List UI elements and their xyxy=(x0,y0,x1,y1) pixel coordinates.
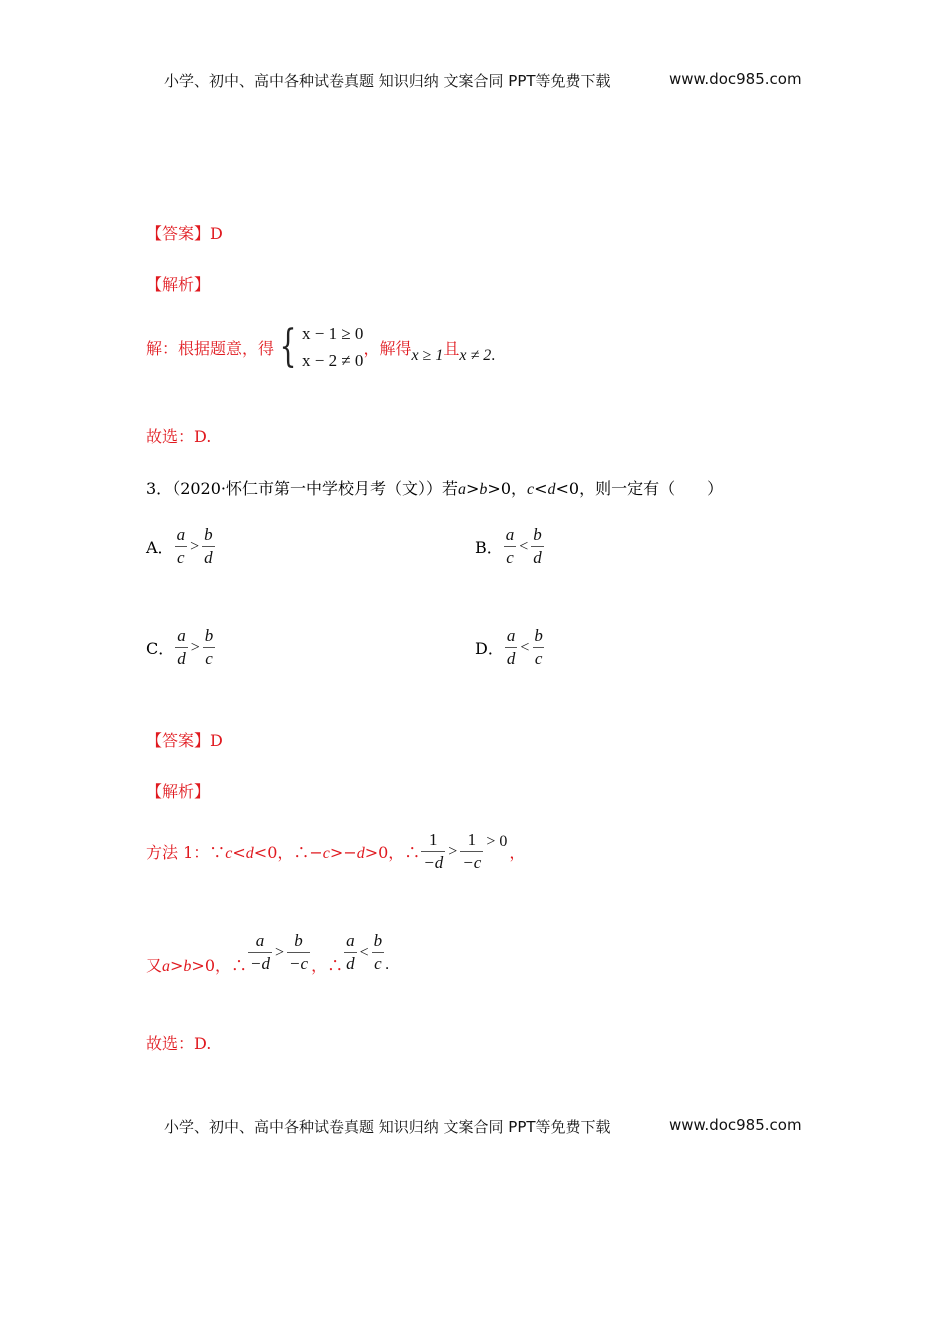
option-b-label: B． xyxy=(475,538,503,557)
option-d-op: < xyxy=(520,638,530,656)
option-b[interactable] xyxy=(475,524,545,569)
m1-lt: < xyxy=(232,843,246,862)
option-c[interactable] xyxy=(146,625,216,670)
option-d-num1: a xyxy=(506,626,516,645)
l2-op1: > xyxy=(275,943,285,961)
cond-lt0: <0，则一定有（ ） xyxy=(555,479,724,498)
m1-f2-den: −c xyxy=(462,853,482,872)
option-d-den2: c xyxy=(534,649,543,668)
option-c-op: > xyxy=(190,638,200,656)
option-d[interactable] xyxy=(475,625,546,670)
l2-f4-num: b xyxy=(373,931,383,950)
cond-gt0: >0， xyxy=(487,479,527,498)
l2-b: b xyxy=(183,958,192,975)
option-c-num2: b xyxy=(204,626,214,645)
m1-d: d xyxy=(245,845,254,862)
option-a-num1: a xyxy=(176,525,186,544)
l2-prefix: 又 xyxy=(146,956,163,975)
m1-prefix: 方法 1：∵ xyxy=(146,843,226,862)
q2-analysis-label: 【解析】 xyxy=(146,275,211,294)
l2-f2-num: b xyxy=(294,931,303,950)
l2-f2-den: −c xyxy=(289,954,309,973)
l2-a: a xyxy=(162,958,171,975)
option-b-den1: c xyxy=(506,548,514,567)
option-a-op: > xyxy=(190,537,200,555)
option-c-den2: c xyxy=(205,649,213,668)
m1-f1-num: 1 xyxy=(429,830,438,849)
option-b-den2: d xyxy=(533,548,542,567)
q3-source: （2020·怀仁市第一中学校月考（文））若 xyxy=(172,479,458,498)
system-line-2: x − 2 ≠ 0 xyxy=(302,351,364,370)
q2-solution-mid: ，解得 xyxy=(363,338,412,358)
q2-solution-line xyxy=(146,320,495,374)
l2-f1-den: −d xyxy=(250,954,270,973)
header-url[interactable]: www.doc985.com xyxy=(669,70,802,88)
cond-gt: > xyxy=(466,479,480,498)
cond-a: a xyxy=(458,481,466,498)
q2-answer-label: 【答案】D xyxy=(146,224,223,243)
option-b-num1: a xyxy=(505,525,515,544)
cond-lt: < xyxy=(534,479,548,498)
solution-a: x ≥ 1 xyxy=(411,347,444,364)
q3-stem xyxy=(146,476,723,499)
option-d-num2: b xyxy=(534,626,543,645)
system-line-1: x − 1 ≥ 0 xyxy=(302,324,364,343)
option-d-den1: d xyxy=(506,649,516,668)
and-word: 且 xyxy=(443,338,460,358)
q2-solution-prefix: 解：根据题意，得 xyxy=(146,338,275,358)
option-b-num2: b xyxy=(533,525,542,544)
l2-mid: >0，∴ xyxy=(191,956,248,975)
l2-f3-den: d xyxy=(346,954,355,973)
m1-end: ， xyxy=(509,843,526,862)
q3-analysis-label: 【解析】 xyxy=(146,782,211,801)
m1-c2: c xyxy=(322,845,330,862)
footer-text: 小学、初中、高中各种试卷真题 知识归纳 文案合同 PPT等免费下载 xyxy=(164,1118,611,1136)
line2 xyxy=(146,930,389,975)
header-text: 小学、初中、高中各种试卷真题 知识归纳 文案合同 PPT等免费下载 xyxy=(164,72,611,90)
l2-end: . xyxy=(385,955,390,973)
l2-f3-num: a xyxy=(346,931,355,950)
m1-f1-den: −d xyxy=(423,853,444,872)
option-a[interactable] xyxy=(146,524,216,569)
l2-sep: ，∴ xyxy=(311,956,344,975)
m1-gt: >− xyxy=(329,843,357,862)
l2-gt: > xyxy=(170,956,184,975)
m1-f2-num: 1 xyxy=(467,830,477,849)
left-brace-icon: { xyxy=(279,321,297,372)
q3-conclusion: 故选：D. xyxy=(146,1034,212,1053)
q3-number: 3． xyxy=(146,479,173,498)
footer-url[interactable]: www.doc985.com xyxy=(669,1116,802,1134)
solution-b: x ≠ 2 xyxy=(459,347,492,364)
q2-conclusion: 故选：D. xyxy=(146,427,212,446)
option-b-op: < xyxy=(519,537,529,555)
m1-d2: d xyxy=(356,845,365,862)
option-a-den1: c xyxy=(177,548,185,567)
cond-d: d xyxy=(547,481,556,498)
option-a-num2: b xyxy=(204,525,213,544)
option-d-label: D． xyxy=(475,639,504,658)
equation-system xyxy=(302,320,363,374)
option-a-label: A． xyxy=(146,538,174,557)
option-c-label: C． xyxy=(146,639,175,658)
cond-c: c xyxy=(527,481,535,498)
m1-mid: <0，∴− xyxy=(253,843,323,862)
l2-op2: < xyxy=(359,943,369,961)
l2-f4-den: c xyxy=(374,954,382,973)
option-c-num1: a xyxy=(177,626,186,645)
solution-end: . xyxy=(491,347,496,364)
q3-answer-label: 【答案】D xyxy=(146,731,223,750)
m1-op1: > xyxy=(448,842,458,860)
cond-b: b xyxy=(479,481,488,498)
m1-c: c xyxy=(225,845,233,862)
m1-op2: > 0 xyxy=(486,832,508,850)
method1-line xyxy=(146,829,525,874)
option-c-den1: d xyxy=(177,649,186,668)
option-a-den2: d xyxy=(204,548,213,567)
l2-f1-num: a xyxy=(255,931,265,950)
m1-mid2: >0，∴ xyxy=(364,843,421,862)
